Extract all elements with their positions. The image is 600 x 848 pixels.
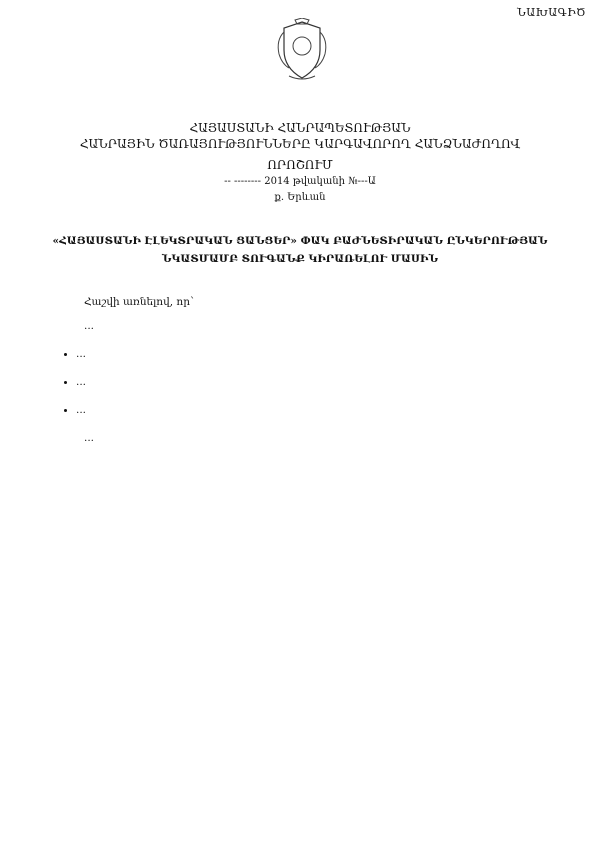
bullet-item: • ... [76, 398, 548, 422]
intro-paragraph: Հաշվի առնելով, որ՝ [84, 296, 194, 308]
bullet-list [58, 342, 548, 422]
authority-line-2: ՀԱՆՐԱՅԻՆ ԾԱՌԱՅՈՒԹՅՈՒՆՆԵՐԸ ԿԱՐԳԱՎՈՐՈՂ ՀԱՆՁՆԱԺՈՂՈՎ [79, 137, 521, 151]
issuing-authority [0, 120, 600, 152]
document-type: ՈՐՈՇՈՒՄ [267, 158, 333, 172]
bullet-item: • ... [76, 370, 548, 394]
document-city: ք. Երևան [274, 192, 326, 203]
bullet-item: • ... [76, 342, 548, 366]
document-body [58, 290, 548, 450]
authority-line-1: ՀԱՅԱՍՏԱՆԻ ՀԱՆՐԱՊԵՏՈՒԹՅԱՆ [189, 121, 411, 135]
document-title: «ՀԱՅԱՍՏԱՆԻ ԷԼԵԿՏՐԱԿԱՆ ՑԱՆՑԵՐ» ՓԱԿ ԲԱԺՆԵՏԻՐԱԿԱՆ ԸՆԿԵՐՈՒԹՅԱՆ ՆԿԱՏՄԱՄԲ ՏՈՒԳԱՆՔ ԿԻՐԱՌԵԼՈՒ ՄԱՍԻՆ [52, 235, 548, 265]
coat-of-arms-emblem [273, 18, 331, 82]
draft-label: ՆԱԽԱԳԻԾ [517, 6, 586, 19]
paragraph-b: ... [84, 432, 95, 444]
document-number-date: -- -------- 2014 թվականի №---Ա [224, 176, 376, 187]
paragraph-a: ... [84, 320, 95, 332]
